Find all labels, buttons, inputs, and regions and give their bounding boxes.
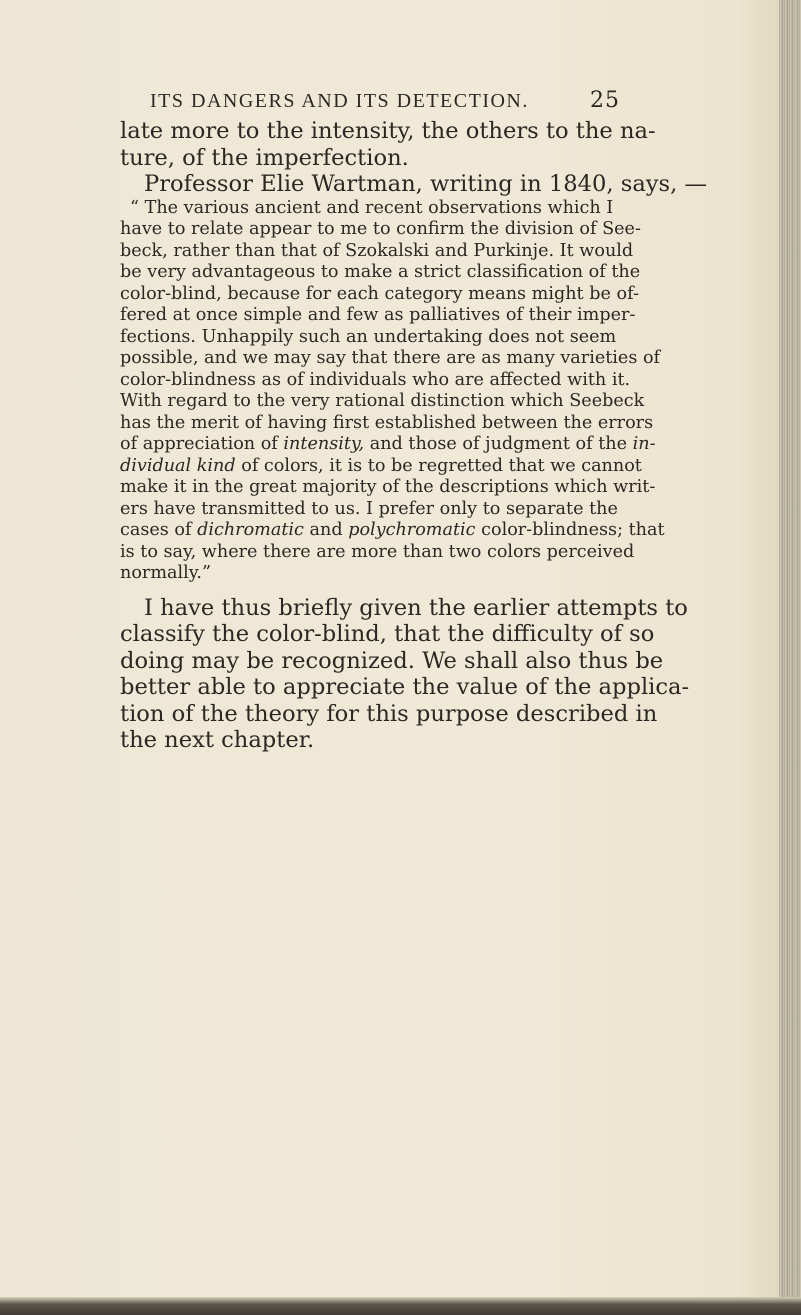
quote-line: has the merit of having first established between the errors [120,412,654,433]
quote-line: ers have transmitted to us. I prefer only to separate the [120,498,618,519]
block-quote [120,197,665,585]
italic-term: intensity, [283,434,365,454]
quote-line: color-blindness as of individuals who are affected with it. [120,369,631,390]
quote-line [120,434,660,456]
italic-term: polychromatic [348,520,476,540]
body-line: tion of the theory for this purpose described in [120,700,658,727]
paragraph-gap [120,585,660,595]
page-body [120,118,708,754]
quote-text: color-blindness; that [475,520,665,540]
page-edge-right [779,0,801,1315]
quote-line [120,520,665,542]
quote-line [120,456,660,478]
body-line: I have thus briefly given the earlier attempts to [144,594,688,621]
quote-text: of appreciation of [120,434,284,454]
body-line: better able to appreciate the value of the applica- [120,674,690,700]
quote-line: color-blind, because for each category means might be of- [120,283,639,304]
body-line: ture, of the imperfection. [120,144,409,171]
quote-intro: Professor Elie Wartman, writing in 1840, says, — [144,171,708,197]
quote-line: be very advantageous to make a strict classification of the [120,262,641,282]
quote-line: normally.” [120,563,211,583]
body-line: the next chapter. [120,727,315,753]
quote-line: have to relate appear to me to confirm the division of See- [120,219,641,239]
quote-text: and those of judgment of the [364,434,633,454]
quote-line: possible, and we may say that there are as many varieties of [120,348,661,368]
body-line: doing may be recognized. We shall also thus be [120,647,664,674]
quote-line: fections. Unhappily such an undertaking does not seem [120,326,617,347]
quote-line: make it in the great majority of the descriptions which writ- [120,477,656,497]
quote-line: “ The various ancient and recent observations which I [130,197,614,218]
quote-line: With regard to the very rational distinction which Seebeck [120,391,645,411]
quote-line: is to say, where there are more than two colors perceived [120,541,635,562]
quote-line: beck, rather than that of Szokalski and Purkinje. It would [120,240,634,261]
quote-text: and [303,520,349,540]
italic-term: in- [632,434,656,454]
quote-text: cases of [120,520,198,540]
page-edge-bottom [0,1297,801,1315]
quote-text: of colors, it is to be regretted that we cannot [235,455,642,476]
body-line: classify the color-blind, that the difficulty of so [120,621,655,647]
quote-line: fered at once simple and few as palliatives of their imper- [120,305,636,325]
closing-paragraph [120,594,690,754]
body-line: late more to the intensity, the others to the na- [120,118,656,144]
running-title: ITS DANGERS AND ITS DETECTION. [150,90,529,112]
italic-term: dichromatic [197,520,304,540]
page-number: 25 [590,88,620,113]
italic-term: dividual kind [120,455,236,476]
